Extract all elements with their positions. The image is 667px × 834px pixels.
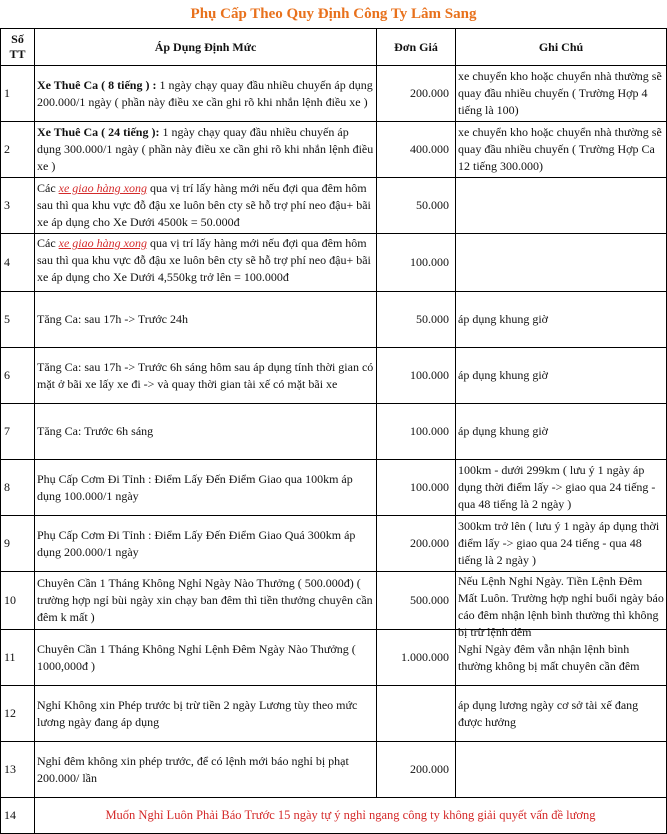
table-footer-row <box>1 798 667 834</box>
row-number: 12 <box>1 686 35 742</box>
row-number: 14 <box>1 798 35 834</box>
row-price: 200.000 <box>377 66 456 122</box>
allowance-table <box>0 28 667 834</box>
row-description-text: 1 ngày chạy quay đầu nhiều chuyến áp dụng 300.000/1 ngày ( phần này điều xe cần ghi rõ khi nhắn lệnh điều xe ) <box>37 125 374 173</box>
row-description <box>35 234 377 292</box>
row-description-text: qua vị trí lấy hàng mới nếu đợi qua đêm hôm sau thì qua khu vực đỗ đậu xe luôn bên cty sẽ hỗ trợ phí neo đậu+ bãi xe áp dụng cho Xe Dưới 4,550kg trở lên = 100.000đ <box>37 236 371 284</box>
row-description: Nghỉ Không xin Phép trước bị trừ tiền 2 ngày Lương tùy theo mức lương ngày đang áp dụng <box>35 686 377 742</box>
row-number: 5 <box>1 292 35 348</box>
row-number: 9 <box>1 516 35 572</box>
table-row <box>1 122 667 178</box>
header-description: Áp Dụng Định Mức <box>35 29 377 66</box>
table-row <box>1 742 667 798</box>
row-number: 13 <box>1 742 35 798</box>
row-price: 100.000 <box>377 348 456 404</box>
row-description-bold: Xe Thuê Ca ( 24 tiếng ): <box>37 125 160 139</box>
row-description-prefix: Các <box>37 236 59 250</box>
row-description <box>35 122 377 178</box>
table-header-row <box>1 29 667 66</box>
row-note: 300km trở lên ( lưu ý 1 ngày áp dụng thời điểm lấy -> giao qua 24 tiếng - qua 48 tiếng là 2 ngày ) <box>456 516 667 572</box>
row-description: Tăng Ca: sau 17h -> Trước 6h sáng hôm sau áp dụng tính thời gian có mặt ở bãi xe lấy xe đi -> và quay thời gian tài xế có mặt bãi xe <box>35 348 377 404</box>
row-price: 100.000 <box>377 460 456 516</box>
row-price: 200.000 <box>377 742 456 798</box>
row-price <box>377 686 456 742</box>
row-description-text: qua vị trí lấy hàng mới nếu đợi qua đêm hôm sau thì qua khu vực đỗ đậu xe luôn bên cty sẽ hỗ trợ phí neo đậu+ bãi xe áp dụng cho Xe Dưới 4500k = 50.000đ <box>37 181 371 229</box>
table-row <box>1 66 667 122</box>
row-note <box>456 572 667 639</box>
table-row <box>1 516 667 572</box>
table-row <box>1 460 667 516</box>
row-note-text: Nếu Lệnh Nghỉ Ngày. Tiền Lệnh Đêm Mất Luôn. Trường hợp nghỉ buổi ngày báo cáo đêm nhận lệnh bình thường thì không bị trừ lệnh đêm <box>458 574 664 639</box>
row-note <box>456 234 667 292</box>
row-description: Phụ Cấp Cơm Đi Tỉnh : Điểm Lấy Đến Điểm Giao qua 100km áp dụng 100.000/1 ngày <box>35 460 377 516</box>
row-description-text: 1 ngày chạy quay đầu nhiều chuyến áp dụng 200.000/1 ngày ( phần này điều xe cần ghi rõ khi nhắn lệnh điều xe ) <box>37 77 373 109</box>
row-description: Tăng Ca: Trước 6h sáng <box>35 404 377 460</box>
row-number: 10 <box>1 572 35 630</box>
table-row <box>1 234 667 292</box>
table-row <box>1 572 667 630</box>
table-row <box>1 686 667 742</box>
table-row <box>1 348 667 404</box>
header-stt: Số TT <box>1 29 35 66</box>
row-price: 50.000 <box>377 292 456 348</box>
table-row <box>1 630 667 686</box>
row-description-highlight: xe giao hàng xong <box>58 236 147 250</box>
header-note: Ghi Chú <box>456 29 667 66</box>
row-description-prefix: Các <box>37 181 59 195</box>
row-note: áp dụng khung giờ <box>456 404 667 460</box>
header-price: Đơn Giá <box>377 29 456 66</box>
row-number: 3 <box>1 178 35 234</box>
row-note: 100km - dưới 299km ( lưu ý 1 ngày áp dụng thời điểm lấy -> giao qua 24 tiếng - qua 48 tiếng là 2 ngày ) <box>456 460 667 516</box>
row-price: 400.000 <box>377 122 456 178</box>
row-description: Chuyên Cần 1 Tháng Không Nghỉ Ngày Nào Thưởng ( 500.000đ) ( trường hợp ngỉ bùi ngày xin chạy ban đêm thì tiền thưởng chuyên cần đêm k mất ) <box>35 572 377 630</box>
row-number: 4 <box>1 234 35 292</box>
row-note: Nghỉ Ngày đêm vẫn nhận lệnh bình thường không bị mất chuyên cần đêm <box>456 630 667 686</box>
row-description <box>35 66 377 122</box>
row-price: 100.000 <box>377 234 456 292</box>
row-description: Phụ Cấp Cơm Đi Tỉnh : Điểm Lấy Đến Điểm Giao Quá 300km áp dụng 200.000/1 ngày <box>35 516 377 572</box>
row-description-highlight: xe giao hàng xong <box>58 181 147 195</box>
row-note: áp dụng khung giờ <box>456 292 667 348</box>
table-row <box>1 178 667 234</box>
row-description-bold: Xe Thuê Ca ( 8 tiếng ) : <box>37 77 157 92</box>
row-description: Nghỉ đêm không xin phép trước, để có lệnh mới báo nghỉ bị phạt 200.000/ lần <box>35 742 377 798</box>
row-number: 6 <box>1 348 35 404</box>
footer-note: Muốn Nghỉ Luôn Phải Báo Trước 15 ngày tự ý nghỉ ngang công ty không giải quyết vấn đề lương <box>35 798 667 834</box>
row-number: 11 <box>1 630 35 686</box>
row-number: 2 <box>1 122 35 178</box>
row-price: 100.000 <box>377 404 456 460</box>
row-note: áp dụng khung giờ <box>456 348 667 404</box>
row-note <box>456 742 667 798</box>
page-title: Phụ Cấp Theo Quy Định Công Ty Lâm Sang <box>190 6 477 22</box>
row-number: 8 <box>1 460 35 516</box>
table-row <box>1 404 667 460</box>
row-price: 1.000.000 <box>377 630 456 686</box>
row-description: Tăng Ca: sau 17h -> Trước 24h <box>35 292 377 348</box>
row-note: xe chuyển kho hoặc chuyển nhà thường sẽ quay đầu nhiều chuyến ( Trường Hợp 4 tiếng là 100) <box>456 66 667 122</box>
row-price: 500.000 <box>377 572 456 630</box>
row-number: 7 <box>1 404 35 460</box>
row-note <box>456 178 667 234</box>
row-note: áp dụng lương ngày cơ sở tài xế đang được hưởng <box>456 686 667 742</box>
row-description <box>35 178 377 234</box>
row-price: 200.000 <box>377 516 456 572</box>
row-description: Chuyên Cần 1 Tháng Không Nghỉ Lệnh Đêm Ngày Nào Thưởng ( 1000,000đ ) <box>35 630 377 686</box>
row-price: 50.000 <box>377 178 456 234</box>
row-number: 1 <box>1 66 35 122</box>
table-row <box>1 292 667 348</box>
row-note: xe chuyển kho hoặc chuyển nhà thường sẽ quay đầu nhiều chuyến ( Trường Hợp Ca 12 tiếng 300.000) <box>456 122 667 178</box>
